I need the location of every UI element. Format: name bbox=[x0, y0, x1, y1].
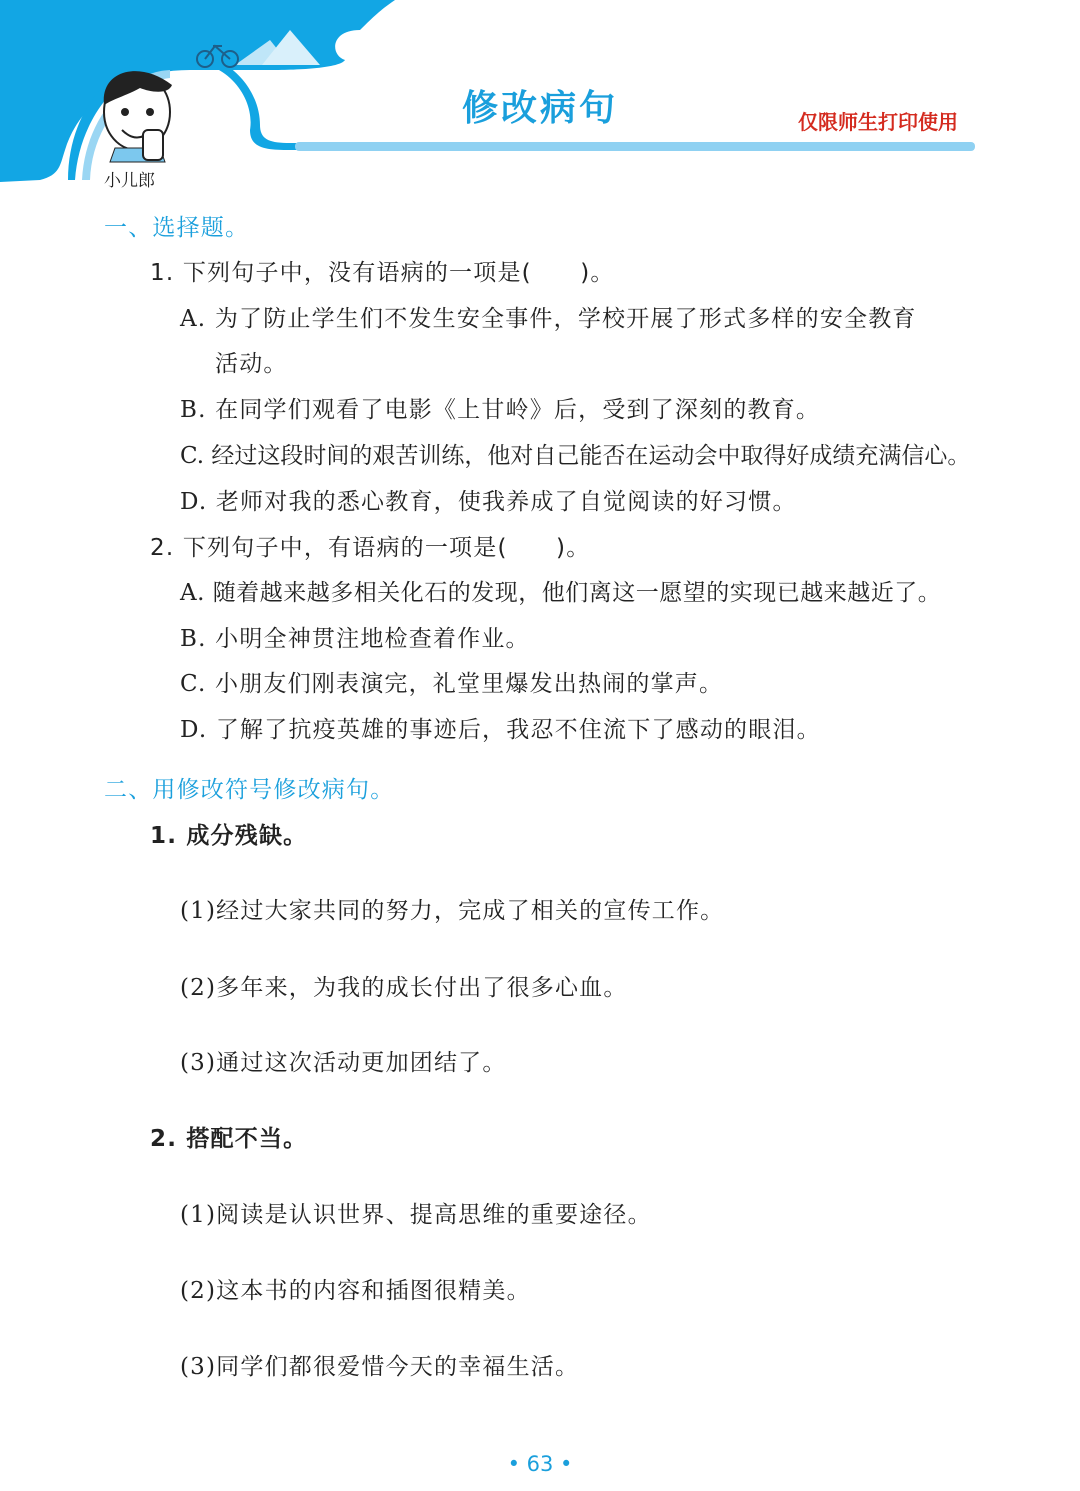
sentence-item: (3)通过这次活动更加团结了。 bbox=[180, 1050, 507, 1076]
option: C. 经过这段时间的艰苦训练，他对自己能否在运动会中取得好成绩充满信心。 bbox=[180, 443, 971, 469]
sentence-item: (1)阅读是认识世界、提高思维的重要途径。 bbox=[180, 1202, 652, 1228]
sentence-item: (2)这本书的内容和插图很精美。 bbox=[180, 1278, 531, 1304]
option: D. 老师对我的悉心教育，使我养成了自觉阅读的好习惯。 bbox=[180, 489, 797, 515]
option: A. 随着越来越多相关化石的发现，他们离这一愿望的实现已越来越近了。 bbox=[180, 580, 942, 606]
usage-notice: 仅限师生打印使用 bbox=[798, 110, 958, 134]
mascot-boy-icon bbox=[104, 71, 172, 162]
section-title: 一、选择题。 bbox=[104, 215, 250, 241]
option: A. 为了防止学生们不发生安全事件，学校开展了形式多样的安全教育 bbox=[180, 306, 917, 332]
option: D. 了解了抗疫英雄的事迹后，我忍不住流下了感动的眼泪。 bbox=[180, 717, 821, 743]
sentence-item: (2)多年来，为我的成长付出了很多心血。 bbox=[180, 975, 628, 1001]
mascot-name: 小儿郎 bbox=[104, 171, 155, 191]
option: C. 小朋友们刚表演完，礼堂里爆发出热闹的掌声。 bbox=[180, 671, 724, 697]
option: B. 在同学们观看了电影《上甘岭》后，受到了深刻的教育。 bbox=[180, 397, 821, 423]
sentence-item: (1)经过大家共同的努力，完成了相关的宣传工作。 bbox=[180, 898, 725, 924]
question-stem: 2. 搭配不当。 bbox=[150, 1126, 308, 1152]
page-title: 修改病句 bbox=[461, 88, 618, 129]
sentence-item: (3)同学们都很爱惜今天的幸福生活。 bbox=[180, 1354, 580, 1380]
section-title: 二、用修改符号修改病句。 bbox=[104, 777, 395, 803]
option-continuation: 活动。 bbox=[215, 351, 288, 377]
option: B. 小明全神贯注地检查着作业。 bbox=[180, 626, 530, 652]
question-stem: 2. 下列句子中，有语病的一项是( )。 bbox=[150, 535, 591, 561]
page-number: • 63 • bbox=[507, 1452, 573, 1476]
question-stem: 1. 成分残缺。 bbox=[150, 823, 308, 849]
question-stem: 1. 下列句子中，没有语病的一项是( )。 bbox=[150, 260, 615, 286]
